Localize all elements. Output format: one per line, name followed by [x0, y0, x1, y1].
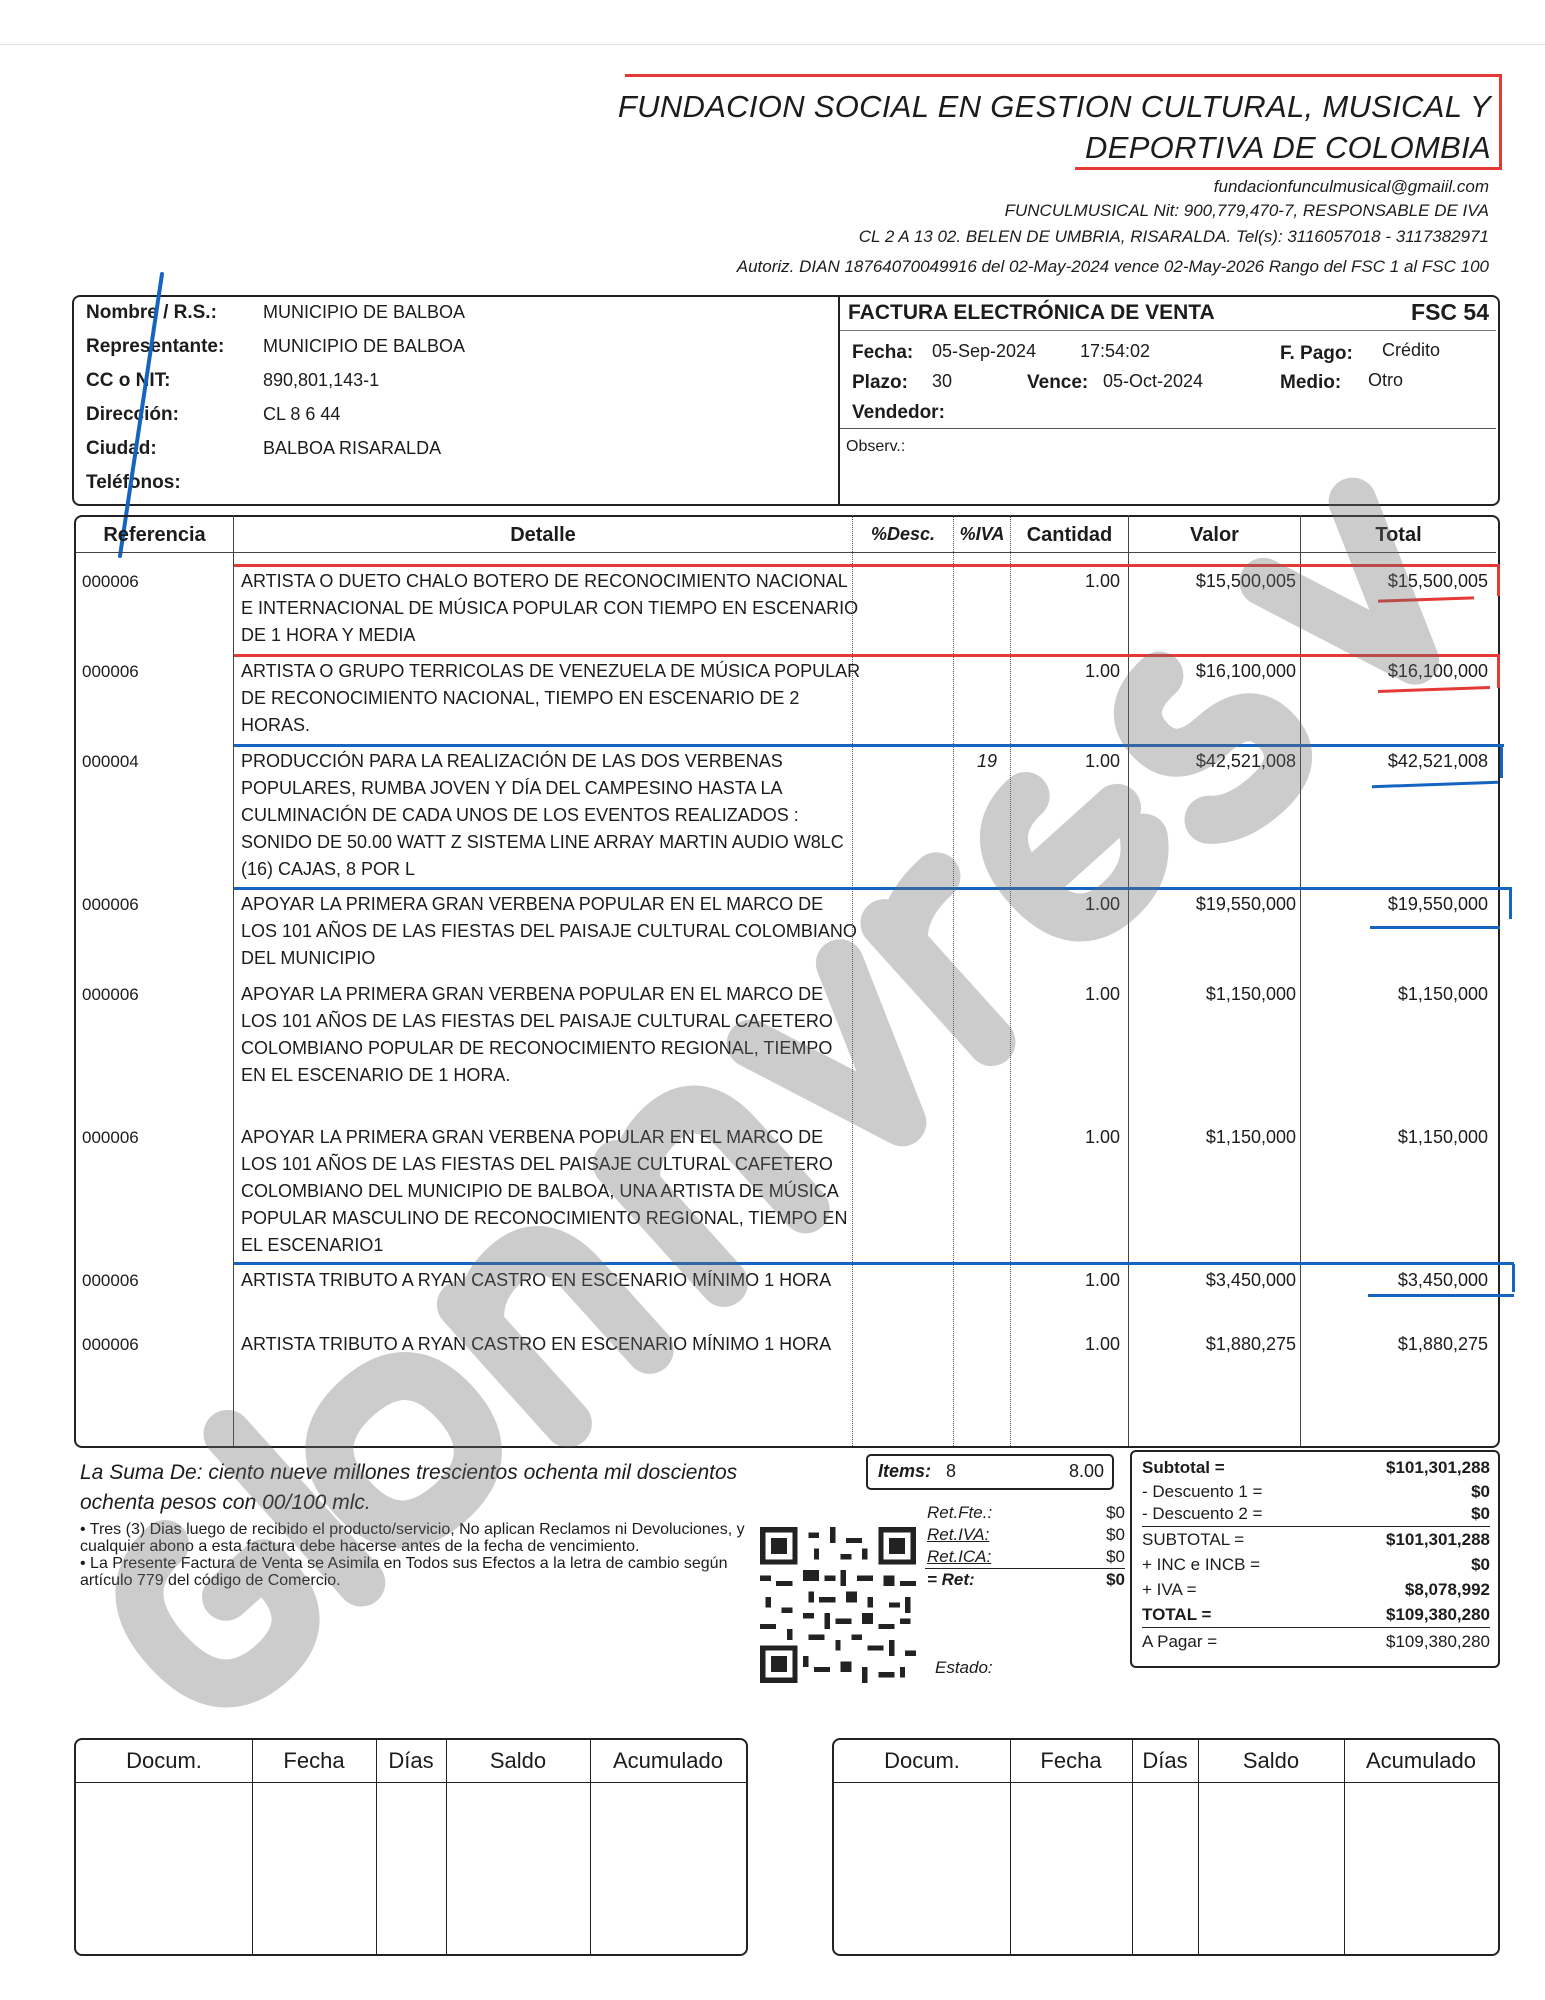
- col-header-ref: Referencia: [103, 524, 206, 546]
- row-2-total: $16,100,000: [1387, 661, 1488, 681]
- row-1-ref: 000006: [82, 572, 139, 591]
- row-4-ref: 000006: [82, 895, 139, 914]
- payments-left-header-dias: Días: [388, 1748, 434, 1773]
- vence-value: 05-Oct-2024: [1103, 371, 1204, 391]
- row-6-ref: 000006: [82, 1128, 139, 1147]
- items-label: Items:: [878, 1461, 932, 1481]
- summary-subtotal-net-value: $101,301,288: [1386, 1530, 1490, 1549]
- observ-label: Observ.:: [846, 438, 906, 455]
- row-8-ref: 000006: [82, 1335, 139, 1354]
- medio-label: Medio:: [1280, 372, 1342, 393]
- col-header-detail: Detalle: [510, 524, 576, 546]
- summary-apagar-value: $109,380,280: [1386, 1632, 1490, 1651]
- row-4-qty: 1.00: [1084, 894, 1120, 914]
- col-header-valor: Valor: [1190, 524, 1239, 546]
- row-2-valor: $16,100,000: [1195, 661, 1296, 681]
- customer-nit: 890,801,143-1: [263, 370, 380, 390]
- payment-term-1: • Tres (3) Dias luego de recibido el producto/servicio, No aplican Reclamos ni Devoluciones, y cualquier abono a esta factura debe hacerse antes de la fecha de vencimiento.: [80, 1521, 745, 1555]
- row-7-ref: 000006: [82, 1271, 139, 1290]
- payments-left-header-saldo: Saldo: [489, 1748, 547, 1773]
- row-8-total: $1,880,275: [1397, 1334, 1488, 1354]
- row-5-valor: $1,150,000: [1205, 984, 1296, 1004]
- fecha-value: 05-Sep-2024: [932, 341, 1037, 361]
- customer-label-address: Dirección:: [86, 404, 179, 425]
- items-qty: 8.00: [1068, 1461, 1104, 1481]
- row-1-valor: $15,500,005: [1195, 571, 1296, 591]
- row-8-qty: 1.00: [1084, 1334, 1120, 1354]
- col-header-iva: %IVA: [959, 524, 1005, 544]
- col-header-total: Total: [1375, 524, 1422, 546]
- payments-right-header-acumulado: Acumulado: [1365, 1748, 1477, 1773]
- items-count: 8: [946, 1461, 957, 1481]
- row-3-ref: 000004: [82, 752, 139, 771]
- summary-desc2-value: $0: [1471, 1504, 1490, 1523]
- company-email: fundacionfunculmusical@gmaiil.com: [1213, 177, 1489, 196]
- ret-total-value: $0: [1106, 1570, 1125, 1589]
- row-3-qty: 1.00: [1084, 751, 1120, 771]
- customer-name: MUNICIPIO DE BALBOA: [263, 302, 466, 322]
- pago-value: Crédito: [1382, 340, 1441, 360]
- vence-label: Vence:: [1027, 372, 1089, 393]
- summary-total-label: TOTAL =: [1142, 1605, 1212, 1624]
- row-5-total: $1,150,000: [1397, 984, 1488, 1004]
- customer-address: CL 8 6 44: [263, 404, 341, 424]
- row-5-ref: 000006: [82, 985, 139, 1004]
- row-6-qty: 1.00: [1084, 1127, 1120, 1147]
- fecha-label: Fecha:: [852, 342, 914, 363]
- invoice-number: FSC 54: [1411, 299, 1489, 325]
- summary-iva-label: + IVA =: [1142, 1580, 1197, 1599]
- summary-desc2-label: - Descuento 2 =: [1142, 1504, 1263, 1523]
- summary-subtotal-value: $101,301,288: [1386, 1458, 1490, 1477]
- customer-representative: MUNICIPIO DE BALBOA: [263, 336, 466, 356]
- ret-fte-value: $0: [1106, 1503, 1125, 1522]
- payments-left-header-fecha: Fecha: [283, 1748, 345, 1773]
- row-2-qty: 1.00: [1084, 661, 1120, 681]
- dian-authorization: Autoriz. DIAN 18764070049916 del 02-May-2024 vence 02-May-2026 Rango del FSC 1 al FSC 100: [736, 257, 1489, 276]
- ret-iva-value: $0: [1106, 1525, 1125, 1544]
- payments-left-header-docum: Docum.: [126, 1748, 202, 1773]
- summary-desc1-value: $0: [1471, 1482, 1490, 1501]
- row-2-detail: ARTISTA O GRUPO TERRICOLAS DE VENEZUELA DE MÚSICA POPULAR DE RECONOCIMIENTO NACIONAL, TIEMPO EN ESCENARIO DE 2 HORAS.: [241, 661, 861, 735]
- customer-label-rep: Representante:: [86, 336, 225, 357]
- invoice-title: FACTURA ELECTRÓNICA DE VENTA: [848, 301, 1215, 324]
- plazo-value: 30: [932, 371, 953, 391]
- row-4-detail: APOYAR LA PRIMERA GRAN VERBENA POPULAR EN EL MARCO DE LOS 101 AÑOS DE LAS FIESTAS DEL PAISAJE CULTURAL COLOMBIANO DEL MUNICIPIO: [241, 894, 857, 968]
- customer-label-phones: Teléfonos:: [86, 472, 181, 493]
- ret-ica-label: Ret.ICA:: [927, 1547, 992, 1566]
- hora-value: 17:54:02: [1080, 341, 1151, 361]
- row-5-qty: 1.00: [1084, 984, 1120, 1004]
- row-3-iva: 19: [976, 751, 997, 771]
- row-3-total: $42,521,008: [1387, 751, 1488, 771]
- summary-total-value: $109,380,280: [1386, 1605, 1490, 1624]
- ret-total-label: = Ret:: [927, 1570, 975, 1589]
- row-4-total: $19,550,000: [1387, 894, 1488, 914]
- ret-fte-label: Ret.Fte.:: [927, 1503, 993, 1522]
- summary-inc-value: $0: [1471, 1555, 1490, 1574]
- medio-value: Otro: [1368, 370, 1404, 390]
- customer-label-nit: CC o NIT:: [86, 370, 171, 391]
- row-3-detail: PRODUCCIÓN PARA LA REALIZACIÓN DE LAS DOS VERBENAS POPULARES, RUMBA JOVEN Y DÍA DEL CAMPESINO HASTA LA CULMINACIÓN DE CADA UNOS DE LOS EVENTOS REALIZADOS : SONIDO DE 50.00 WATT Z SISTEMA LINE ARRAY MARTIN AUDIO W8LC (16) CAJAS, 8 POR L: [241, 751, 844, 879]
- payments-left-header-acumulado: Acumulado: [612, 1748, 724, 1773]
- summary-subtotal-net-label: SUBTOTAL =: [1142, 1530, 1245, 1549]
- estado-label: Estado:: [935, 1658, 993, 1677]
- vendedor-label: Vendedor:: [852, 402, 945, 423]
- row-6-detail: APOYAR LA PRIMERA GRAN VERBENA POPULAR EN EL MARCO DE LOS 101 AÑOS DE LAS FIESTAS DEL PAISAJE CULTURAL CAFETERO COLOMBIANO DEL MUNICIPIO DE BALBOA, UNA ARTISTA DE MÚSICA POPULAR MASCULINO DE RECONOCIMIENTO REGIONAL, TIEMPO EN EL ESCENARIO1: [241, 1127, 848, 1255]
- row-7-valor: $3,450,000: [1205, 1270, 1296, 1290]
- summary-subtotal-label: Subtotal =: [1142, 1458, 1225, 1477]
- row-1-detail: ARTISTA O DUETO CHALO BOTERO DE RECONOCIMIENTO NACIONAL E INTERNACIONAL DE MÚSICA POPULAR CON TIEMPO EN ESCENARIO DE 1 HORA Y MEDIA: [241, 571, 859, 645]
- ret-ica-value: $0: [1106, 1547, 1125, 1566]
- row-3-valor: $42,521,008: [1195, 751, 1296, 771]
- customer-label-city: Ciudad:: [86, 438, 157, 459]
- payments-right-header-dias: Días: [1142, 1748, 1188, 1773]
- summary-iva-value: $8,078,992: [1404, 1580, 1490, 1599]
- row-8-valor: $1,880,275: [1205, 1334, 1296, 1354]
- company-name-line1: FUNDACION SOCIAL EN GESTION CULTURAL, MUSICAL Y: [617, 89, 1491, 124]
- customer-city: BALBOA RISARALDA: [263, 438, 442, 458]
- company-address: CL 2 A 13 02. BELEN DE UMBRIA, RISARALDA. Tel(s): 3116057018 - 3117382971: [858, 227, 1489, 246]
- amount-in-words: La Suma De: ciento nueve millones trescientos ochenta mil doscientos ochenta pesos con 00/100 mlc.: [80, 1461, 738, 1514]
- row-6-total: $1,150,000: [1397, 1127, 1488, 1147]
- row-7-qty: 1.00: [1084, 1270, 1120, 1290]
- row-7-total: $3,450,000: [1397, 1270, 1488, 1290]
- payments-right-header-fecha: Fecha: [1040, 1748, 1102, 1773]
- summary-desc1-label: - Descuento 1 =: [1142, 1482, 1263, 1501]
- customer-label-name: Nombre / R.S.:: [86, 302, 217, 323]
- pago-label: F. Pago:: [1280, 343, 1353, 364]
- payments-right-header-saldo: Saldo: [1242, 1748, 1300, 1773]
- row-8-detail: ARTISTA TRIBUTO A RYAN CASTRO EN ESCENARIO MÍNIMO 1 HORA: [241, 1334, 832, 1354]
- row-5-detail: APOYAR LA PRIMERA GRAN VERBENA POPULAR EN EL MARCO DE LOS 101 AÑOS DE LAS FIESTAS DEL PAISAJE CULTURAL CAFETERO COLOMBIANO POPULAR DE RECONOCIMIENTO REGIONAL, TIEMPO EN EL ESCENARIO DE 1 HORA.: [241, 984, 833, 1085]
- row-7-detail: ARTISTA TRIBUTO A RYAN CASTRO EN ESCENARIO MÍNIMO 1 HORA: [241, 1270, 832, 1290]
- row-1-qty: 1.00: [1084, 571, 1120, 591]
- payment-term-2: • La Presente Factura de Venta se Asimila en Todos sus Efectos a la letra de cambio según artículo 779 del código de Comercio.: [80, 1555, 728, 1589]
- company-nit: FUNCULMUSICAL Nit: 900,779,470-7, RESPONSABLE DE IVA: [1004, 201, 1489, 220]
- row-1-total: $15,500,005: [1387, 571, 1488, 591]
- ret-iva-label: Ret.IVA:: [927, 1525, 990, 1544]
- row-6-valor: $1,150,000: [1205, 1127, 1296, 1147]
- company-name-line2: DEPORTIVA DE COLOMBIA: [1085, 130, 1491, 165]
- summary-inc-label: + INC e INCB =: [1142, 1555, 1261, 1574]
- col-header-desc: %Desc.: [870, 524, 936, 544]
- payments-right-header-docum: Docum.: [884, 1748, 960, 1773]
- summary-apagar-label: A Pagar =: [1142, 1632, 1218, 1651]
- plazo-label: Plazo:: [852, 372, 908, 393]
- row-2-ref: 000006: [82, 662, 139, 681]
- col-header-qty: Cantidad: [1026, 524, 1113, 546]
- row-4-valor: $19,550,000: [1195, 894, 1296, 914]
